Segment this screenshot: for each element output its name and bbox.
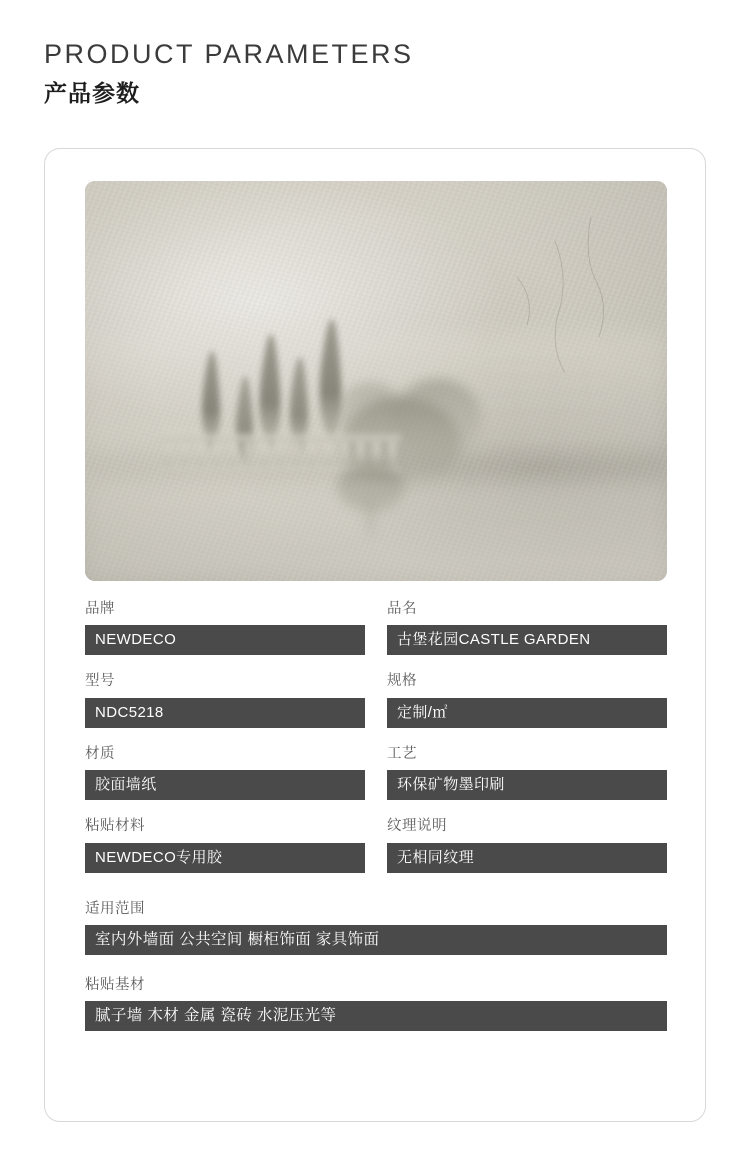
spec-label: 工艺 bbox=[387, 745, 417, 762]
page-title-cn: 产品参数 bbox=[44, 80, 140, 107]
spec-label: 品名 bbox=[387, 601, 417, 617]
spec-label: 粘贴材料 bbox=[85, 818, 145, 835]
spec-value: 胶面墙纸 bbox=[85, 770, 365, 800]
spec-value: NEWDECO专用胶 bbox=[85, 843, 365, 873]
product-hero-image bbox=[85, 181, 667, 581]
spec-label: 规格 bbox=[387, 673, 417, 690]
spec-label: 粘贴基材 bbox=[85, 976, 145, 993]
spec-cell-substrate bbox=[85, 977, 667, 1031]
spec-value: 室内外墙面 公共空间 橱柜饰面 家具饰面 bbox=[85, 925, 667, 955]
spec-row bbox=[85, 818, 667, 872]
spec-value: NEWDECO bbox=[85, 625, 365, 655]
hero-scene-illustration bbox=[85, 181, 667, 581]
spec-value: 无相同纹理 bbox=[387, 843, 667, 873]
spec-value: 环保矿物墨印刷 bbox=[387, 770, 667, 800]
spec-row bbox=[85, 977, 667, 1031]
spec-label: 材质 bbox=[85, 745, 115, 762]
spec-list bbox=[85, 601, 667, 1049]
spec-cell-model bbox=[85, 673, 365, 727]
spec-cell-specification bbox=[387, 673, 667, 727]
spec-cell-application-scope bbox=[85, 901, 667, 955]
page-header bbox=[44, 38, 414, 108]
spec-cell-technique bbox=[387, 746, 667, 800]
page-title-en: PRODUCT PARAMETERS bbox=[44, 39, 414, 69]
spec-cell-product-name bbox=[387, 601, 667, 655]
spec-value: 定制/㎡ bbox=[387, 698, 667, 728]
spec-label: 型号 bbox=[85, 673, 115, 690]
spec-cell-texture-note bbox=[387, 818, 667, 872]
spec-row bbox=[85, 673, 667, 727]
spec-cell-material bbox=[85, 746, 365, 800]
spec-row bbox=[85, 746, 667, 800]
spec-label: 品牌 bbox=[85, 601, 115, 617]
spec-label: 适用范围 bbox=[85, 900, 145, 917]
spec-row bbox=[85, 601, 667, 655]
spec-cell-brand bbox=[85, 601, 365, 655]
spec-value: 古堡花园CASTLE GARDEN bbox=[387, 625, 667, 655]
spec-value: NDC5218 bbox=[85, 698, 365, 728]
spec-cell-adhesive bbox=[85, 818, 365, 872]
parameters-card bbox=[44, 148, 706, 1122]
spec-row bbox=[85, 901, 667, 955]
spec-label: 纹理说明 bbox=[387, 818, 447, 835]
spec-value: 腻子墙 木材 金属 瓷砖 水泥压光等 bbox=[85, 1001, 667, 1031]
